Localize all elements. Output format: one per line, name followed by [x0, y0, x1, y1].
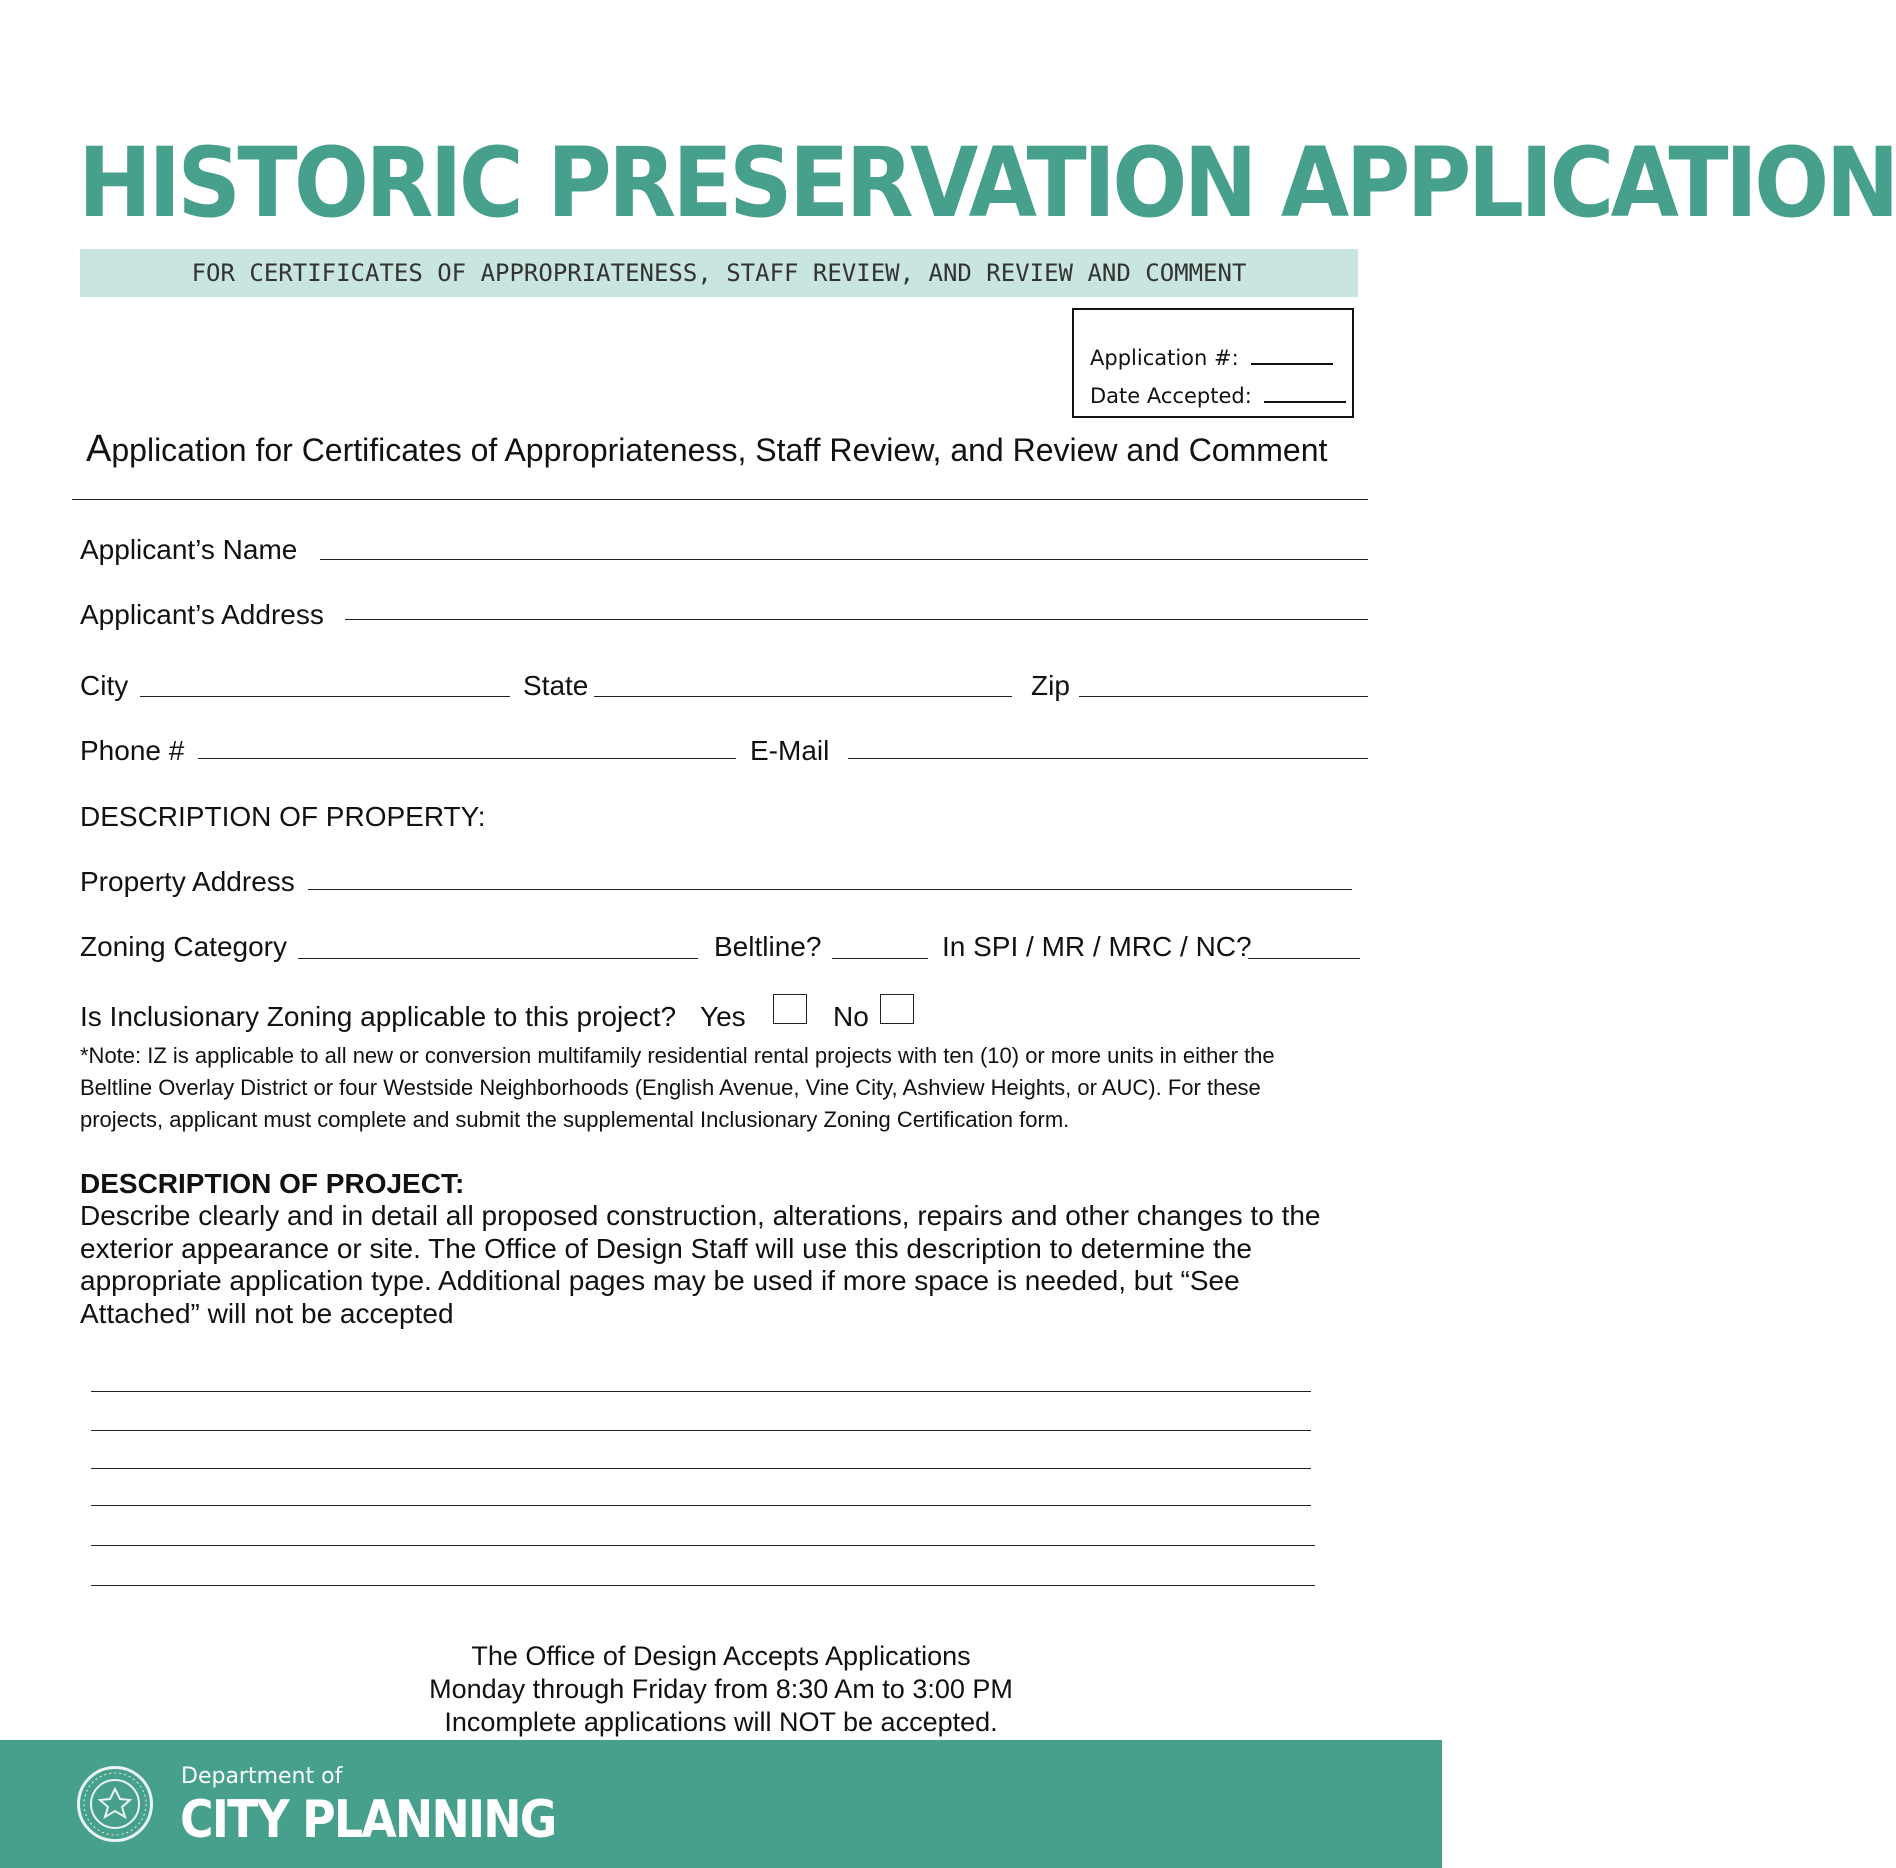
description-of-property-heading: DESCRIPTION OF PROPERTY:	[80, 801, 486, 832]
iz-yes-checkbox[interactable]	[773, 994, 807, 1024]
project-description-line[interactable]	[91, 1391, 1311, 1392]
subtitle-bar	[80, 249, 1358, 297]
project-description-line[interactable]	[91, 1585, 1315, 1586]
spi-field[interactable]	[1248, 958, 1360, 959]
office-hours	[0, 1640, 1442, 1739]
office-hours-line: Monday through Friday from 8:30 Am to 3:00 PM	[429, 1674, 1013, 1704]
application-number-blank	[1251, 362, 1333, 365]
application-number-label: Application #:	[1090, 346, 1239, 370]
date-accepted-row	[1090, 384, 1346, 408]
department-of-label: Department of	[181, 1764, 343, 1789]
heading-divider	[72, 499, 1368, 500]
project-description-line[interactable]	[91, 1468, 1311, 1469]
phone-label: Phone #	[80, 735, 185, 766]
beltline-label: Beltline?	[714, 931, 822, 962]
office-hours-line: Incomplete applications will NOT be accepted.	[444, 1707, 998, 1737]
city-planning-logo-text: CITY PLANNING	[180, 1790, 556, 1850]
email-label: E-Mail	[750, 735, 830, 766]
applicant-name-label: Applicant’s Name	[80, 534, 298, 565]
applicant-address-label: Applicant’s Address	[80, 599, 324, 630]
zip-label: Zip	[1031, 670, 1070, 701]
zoning-category-field[interactable]	[298, 958, 698, 959]
applicant-address-field[interactable]	[345, 619, 1368, 620]
beltline-field[interactable]	[832, 958, 928, 959]
zoning-category-label: Zoning Category	[80, 931, 288, 962]
date-accepted-label: Date Accepted:	[1090, 384, 1252, 408]
project-description-line[interactable]	[91, 1505, 1311, 1506]
iz-question-label: Is Inclusionary Zoning applicable to this project?	[80, 1001, 677, 1032]
phone-field[interactable]	[198, 758, 736, 759]
application-number-row	[1090, 346, 1333, 370]
office-hours-line: The Office of Design Accepts Applications	[471, 1641, 971, 1671]
property-address-label: Property Address	[80, 866, 295, 897]
state-label: State	[523, 670, 589, 701]
city-label: City	[80, 670, 129, 701]
city-seal-icon	[77, 1766, 153, 1842]
form-heading: Application for Certificates of Appropriateness, Staff Review, and Review and Comment	[86, 428, 1328, 470]
iz-note-line: Beltline Overlay District or four Westside Neighborhoods (English Avenue, Vine City, Ashview Heights, or AUC). For these	[80, 1075, 1261, 1100]
project-instructions-line: Attached” will not be accepted	[80, 1297, 454, 1329]
project-instructions-line: Describe clearly and in detail all proposed construction, alterations, repairs and other changes to the	[80, 1200, 1321, 1231]
zip-field[interactable]	[1079, 696, 1368, 697]
iz-note	[80, 1040, 1370, 1136]
document-title: HISTORIC PRESERVATION APPLICATION	[78, 127, 1896, 239]
project-description-line[interactable]	[91, 1545, 1315, 1546]
date-accepted-blank	[1264, 400, 1346, 403]
iz-note-line: projects, applicant must complete and submit the supplemental Inclusionary Zoning Certification form.	[80, 1107, 1070, 1132]
document-subtitle: FOR CERTIFICATES OF APPROPRIATENESS, STAFF REVIEW, AND REVIEW AND COMMENT	[191, 259, 1247, 287]
applicant-name-field[interactable]	[320, 559, 1368, 560]
project-instructions-line: exterior appearance or site. The Office of Design Staff will use this description to determine the	[80, 1232, 1252, 1264]
project-description-line[interactable]	[91, 1430, 1311, 1431]
iz-no-checkbox[interactable]	[880, 994, 914, 1024]
iz-note-line: *Note: IZ is applicable to all new or conversion multifamily residential rental projects with ten (10) or more units in either the	[80, 1043, 1275, 1068]
description-of-project-heading: DESCRIPTION OF PROJECT:	[80, 1168, 465, 1199]
city-field[interactable]	[140, 696, 510, 697]
iz-yes-label: Yes	[700, 1001, 746, 1032]
project-instructions	[80, 1200, 1370, 1330]
property-address-field[interactable]	[308, 889, 1352, 890]
spi-label: In SPI / MR / MRC / NC?	[942, 931, 1252, 962]
project-instructions-line: appropriate application type. Additional pages may be used if more space is needed, but “See	[80, 1265, 1240, 1296]
email-field[interactable]	[848, 758, 1368, 759]
office-use-box	[1072, 308, 1354, 418]
state-field[interactable]	[594, 696, 1012, 697]
iz-no-label: No	[833, 1001, 869, 1032]
